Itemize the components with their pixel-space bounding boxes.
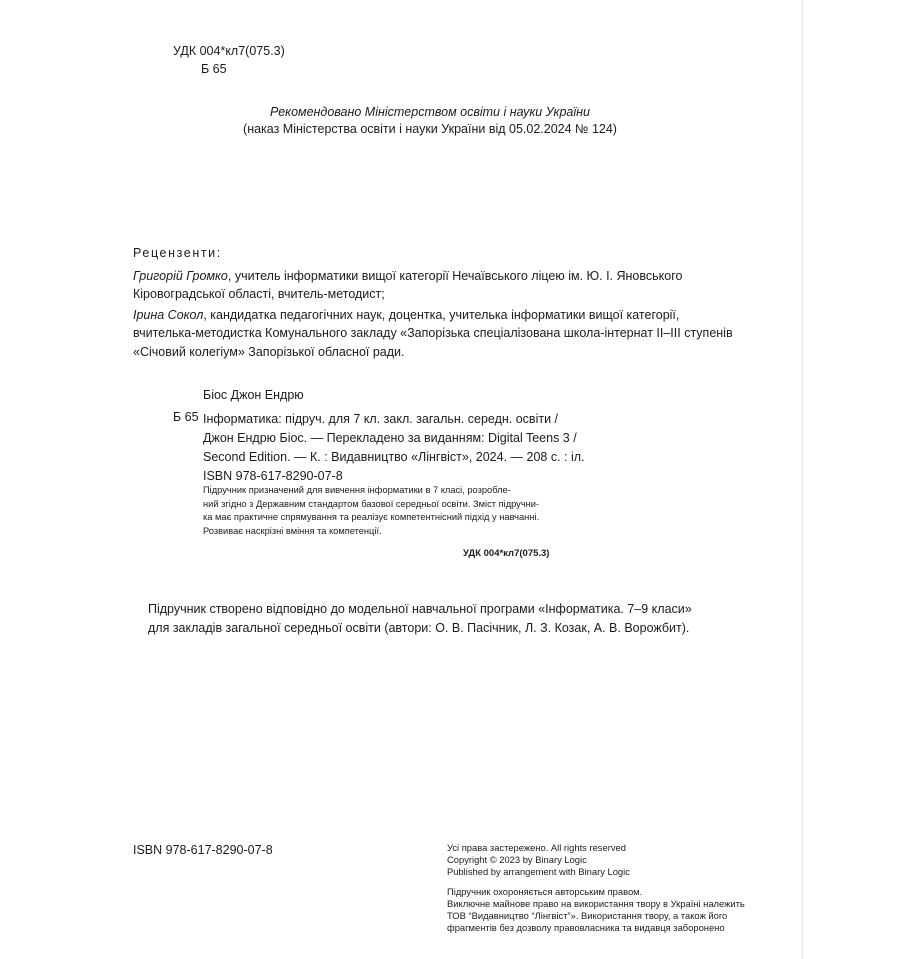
bib-author: Біос Джон Ендрю xyxy=(203,388,304,402)
program-note-line-1: Підручник створено відповідно до модельної навчальної програми «Інформатика. 7–9 класи» xyxy=(148,602,692,616)
rights-line: ТОВ “Видавництво “Лінгвіст”». Використання твору, а також його xyxy=(447,910,728,922)
reviewer-entry xyxy=(133,267,693,304)
abstract-line: ний згідно з Державним стандартом базової середньої освіти. Зміст підручни- xyxy=(203,498,540,509)
bib-line: Second Edition. — К. : Видавництво «Лінгвіст», 2024. — 208 с. : іл. xyxy=(203,450,585,464)
rights-line: Published by arrangement with Binary Logic xyxy=(447,866,630,878)
reviewers-section xyxy=(133,244,733,363)
rights-line: Усі права застережено. All rights reserved xyxy=(447,842,626,853)
program-note-line-2: для закладів загальної середньої освіти (автори: О. В. Пасічник, Л. З. Козак, А. В. Ворожбит). xyxy=(148,621,690,635)
bib-isbn: ISBN 978-617-8290-07-8 xyxy=(203,469,343,483)
recommendation-line-2: (наказ Міністерства освіти і науки України від 05.02.2024 № 124) xyxy=(243,122,617,136)
abstract-line: ка має практичне спрямування та реалізує компетентнісний підхід у навчанні. xyxy=(203,512,540,522)
reviewer-details: вчителька-методистка Комунального закладу «Запорізька спеціалізована школа-інтернат ІІ–ІІІ ступенів xyxy=(133,326,733,340)
bib-abstract xyxy=(203,484,598,538)
udk-code: УДК 004*кл7(075.3) xyxy=(173,44,285,58)
recommendation-line-1: Рекомендовано Міністерством освіти і науки України xyxy=(270,105,590,119)
reviewer-name: Ірина Сокол xyxy=(133,307,204,322)
reviewer-details: «Січовий колегіум» Запорізької обласної ради. xyxy=(133,344,405,359)
program-note xyxy=(148,600,692,638)
bib-code: Б 65 xyxy=(173,410,199,424)
bib-description xyxy=(203,410,593,486)
copyright-block xyxy=(447,842,745,934)
reviewer-name: Григорій Громко xyxy=(133,268,228,283)
isbn: ISBN 978-617-8290-07-8 xyxy=(133,843,273,857)
rights-line: Виключне майнове право на використання твору в Україні належить xyxy=(447,897,745,909)
reviewers-heading: Рецензенти: xyxy=(133,246,222,260)
rights-line: фрагментів без дозволу правовласника та видавця заборонено xyxy=(447,922,725,934)
recommendation xyxy=(150,104,710,138)
bib-line: Джон Ендрю Біос. — Перекладено за виданням: Digital Teens 3 / xyxy=(203,431,577,445)
reviewer-details: , учитель інформатики вищої категорії Нечаївського ліцею ім. Ю. І. Яновського xyxy=(227,268,683,283)
abstract-line: Розвиває наскрізні вміння та компетенції. xyxy=(203,525,382,536)
abstract-line: Підручник призначений для вивчення інформатики в 7 класі, розроблe- xyxy=(203,485,511,495)
rights-line: Copyright © 2023 by Binary Logic xyxy=(447,854,587,866)
bib-udk: УДК 004*кл7(075.3) xyxy=(463,548,550,559)
udk-header xyxy=(173,43,285,78)
reviewer-details: Кіровоградської області, вчитель-методист; xyxy=(133,287,385,301)
library-code: Б 65 xyxy=(201,62,227,76)
bib-line: Інформатика: підруч. для 7 кл. закл. загальн. середн. освіти / xyxy=(203,412,558,426)
rights-line: Підручник охороняється авторським правом. xyxy=(447,885,643,897)
reviewer-entry xyxy=(133,306,733,362)
reviewer-details: , кандидатка педагогічних наук, доцентка, учителька інформатики вищої категорії, xyxy=(203,307,680,322)
page-edge xyxy=(802,0,803,959)
